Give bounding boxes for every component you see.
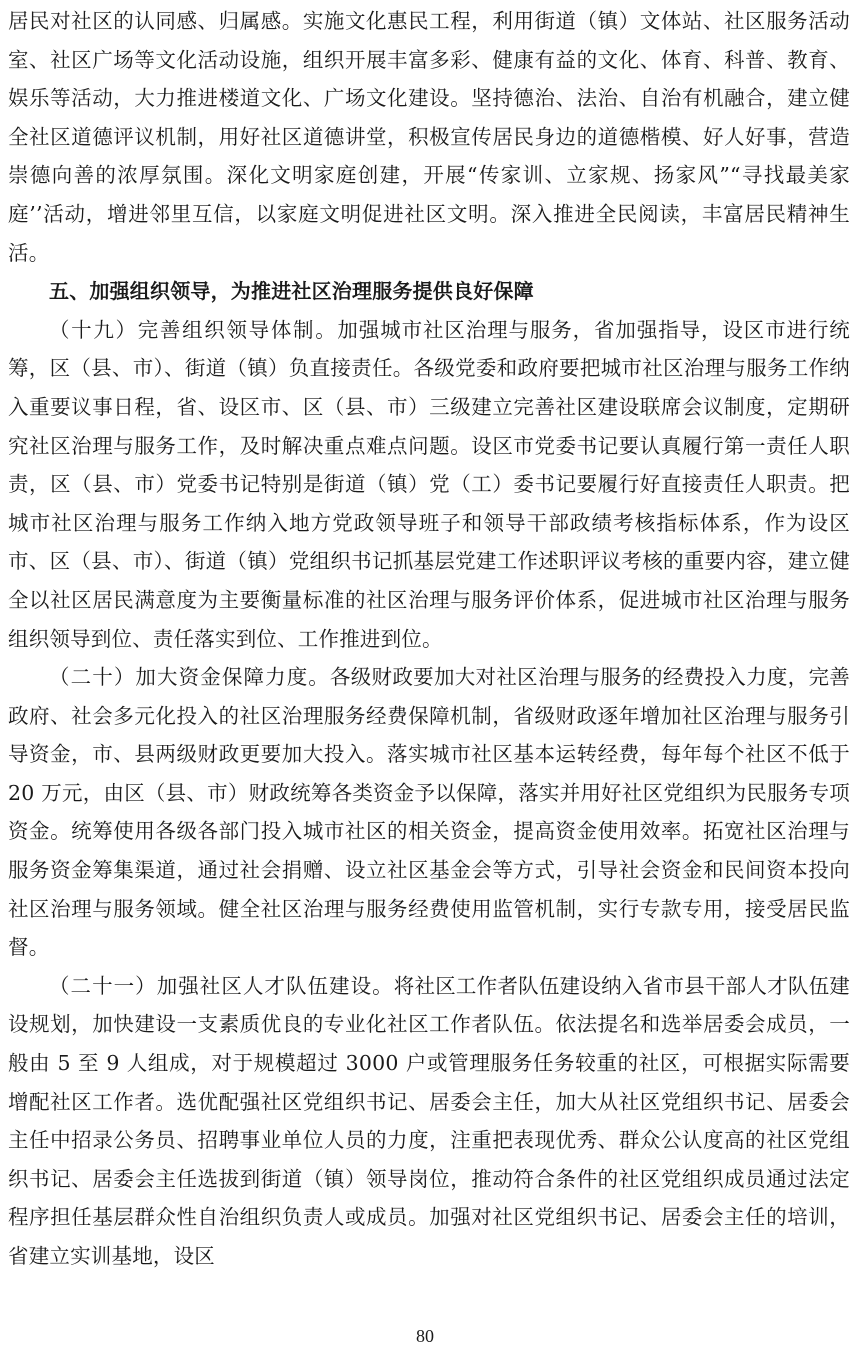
subsection-text-21: 将社区工作者队伍建设纳入省市县干部人才队伍建设规划，加快建设一支素质优良的专业化社区工作者队伍。依法提名和选举居委会成员，一般由 5 至 9 人组成，对于规模超过 3000 户或管理服务任务较重的社区，可根据实际需要增配社区工作者。选优配强社区党组织书记、居委会主任，加大从社区党组织书记、居委会主任中招录公务员、招聘事业单位人员的力度，注重把表现优秀、群众公认度高的社区党组织书记、居委会主任选拔到街道（镇）领导岗位，推动符合条件的社区党组织成员通过法定程序担任基层群众性自治组织负责人或成员。加强对社区党组织书记、居委会主任的培训，省建立实训基地，设区: [8, 973, 850, 1268]
subsection-title-19: （十九）完善组织领导体制。: [49, 317, 338, 342]
paragraph-culture: 居民对社区的认同感、归属感。实施文化惠民工程，利用街道（镇）文体站、社区服务活动室、社区广场等文化活动设施，组织开展丰富多彩、健康有益的文化、体育、科普、教育、娱乐等活动，大力推进楼道文化、广场文化建设。坚持德治、法治、自治有机融合，建立健全社区道德评议机制，用好社区道德讲堂，积极宣传居民身边的道德楷模、好人好事，营造崇德向善的浓厚氛围。深化文明家庭创建，开展“传家训、立家规、扬家风”“寻找最美家庭’’活动，增进邻里互信，以家庭文明促进社区文明。深入推进全民阅读，丰富居民精神生活。: [8, 9, 850, 265]
page-number: 80: [416, 1326, 434, 1346]
subsection-title-20: （二十）加大资金保障力度。: [49, 665, 330, 690]
subsection-text-19: 加强城市社区治理与服务，省加强指导，设区市进行统筹，区（县、市）、街道（镇）负直接责任。各级党委和政府要把城市社区治理与服务工作纳入重要议事日程，省、设区市、区（县、市）三级建立完善社区建设联席会议制度，定期研究社区治理与服务工作，及时解决重点难点问题。设区市党委书记要认真履行第一责任人职责，区（县、市）党委书记特别是街道（镇）党（工）委书记要履行好直接责任人职责。把城市社区治理与服务工作纳入地方党政领导班子和领导干部政绩考核指标体系，作为设区市、区（县、市）、街道（镇）党组织书记抓基层党建工作述职评议考核的重要内容，建立健全以社区居民满意度为主要衡量标准的社区治理与服务评价体系，促进城市社区治理与服务组织领导到位、责任落实到位、工作推进到位。: [8, 317, 850, 651]
subsection-text-20: 各级财政要加大对社区治理与服务的经费投入力度，完善政府、社会多元化投入的社区治理服务经费保障机制，省级财政逐年增加社区治理与服务引导资金，市、县两级财政更要加大投入。落实城市社区基本运转经费，每年每个社区不低于 20 万元，由区（县、市）财政统筹各类资金予以保障，落实并用好社区党组织为民服务专项资金。统筹使用各级各部门投入城市社区的相关资金，提高资金使用效率。拓宽社区治理与服务资金筹集渠道，通过社会捐赠、设立社区基金会等方式，引导社会资金和民间资本投向社区治理与服务领域。健全社区治理与服务经费使用监管机制，实行专款专用，接受居民监督。: [8, 665, 850, 960]
document-body: [8, 2, 850, 1276]
section-heading-five: 五、加强组织领导，为推进社区治理服务提供良好保障: [49, 279, 534, 304]
paragraph-section-21: [8, 967, 850, 1276]
paragraph-section-19: [8, 311, 850, 658]
paragraph-section-20: [8, 658, 850, 967]
subsection-title-21: （二十一）加强社区人才队伍建设。: [49, 973, 394, 998]
